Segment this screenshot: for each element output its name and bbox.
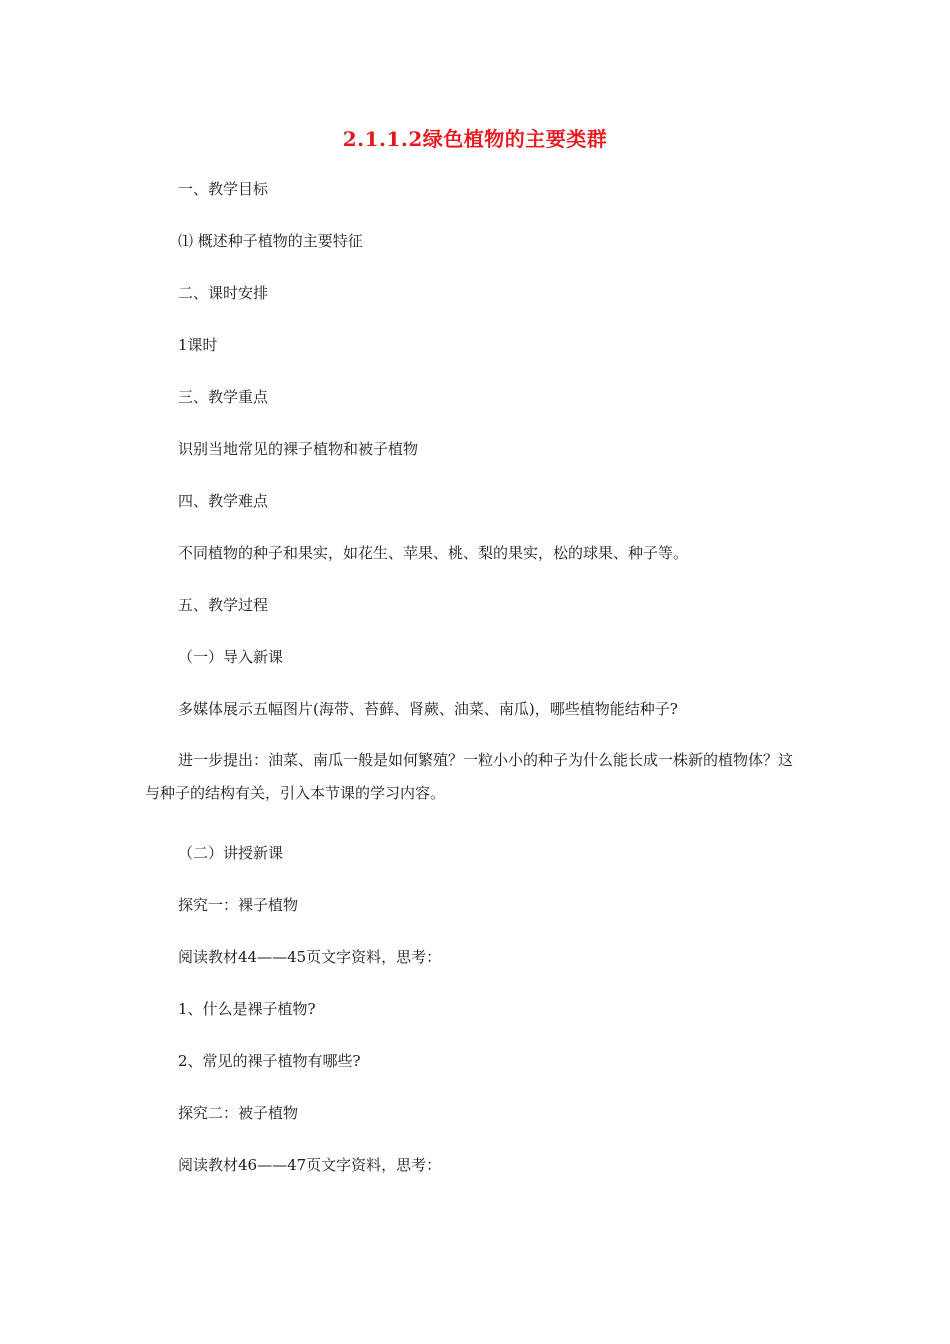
difficulties-text: 不同植物的种子和果实，如花生、苹果、桃、梨的果实，松的球果、种子等。 [178,544,689,562]
key-points-text: 识别当地常见的裸子植物和被子植物 [178,440,419,458]
subheading-new-lesson: （二）讲授新课 [178,844,284,862]
inquiry-1-heading: 探究一：裸子植物 [178,896,299,914]
intro-text: 多媒体展示五幅图片(海带、苔藓、肾蕨、油菜、南瓜)，哪些植物能结种子? [178,700,678,718]
inquiry-1-question-2: 2、常见的裸子植物有哪些? [178,1052,361,1070]
goal-item-1: ⑴ 概述种子植物的主要特征 [178,232,363,250]
heading-teaching-goals: 一、教学目标 [178,180,269,198]
heading-key-points: 三、教学重点 [178,388,269,406]
inquiry-1-reading: 阅读教材44——45页文字资料，思考： [178,948,442,966]
inquiry-2-heading: 探究二：被子植物 [178,1104,299,1122]
heading-difficulties: 四、教学难点 [178,492,269,510]
document-title: 2.1.1.2绿色植物的主要类群 [342,127,608,151]
inquiry-2-reading: 阅读教材46——47页文字资料，思考： [178,1156,442,1174]
heading-schedule: 二、课时安排 [178,284,269,302]
intro-paragraph: 进一步提出：油菜、南瓜一般是如何繁殖？一粒小小的种子为什么能长成一株新的植物体？这与种子的结构有关，引入本节课的学习内容。 [145,751,794,802]
subheading-intro: （一）导入新课 [178,648,284,666]
heading-process: 五、教学过程 [178,596,269,614]
inquiry-1-question-1: 1、什么是裸子植物? [178,1000,316,1018]
schedule-text: 1课时 [178,336,218,354]
